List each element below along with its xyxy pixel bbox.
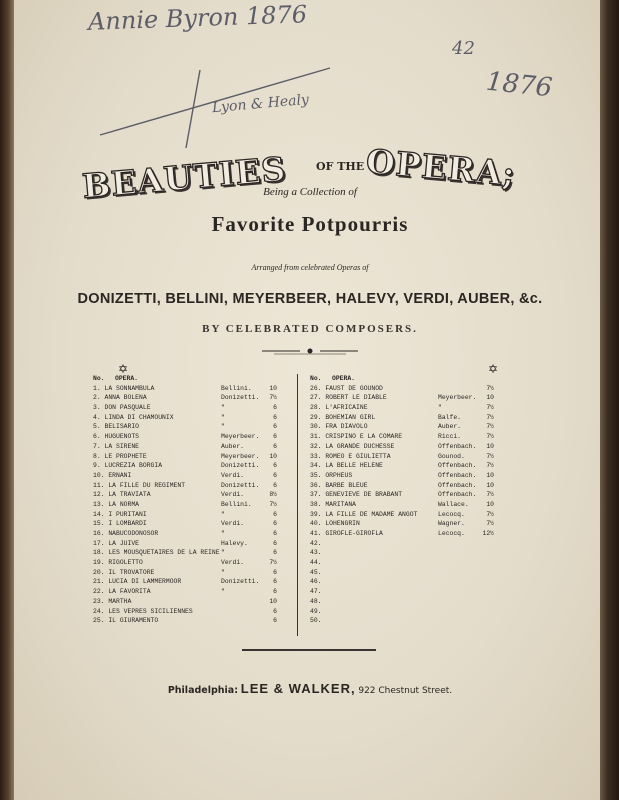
toc-entry-price: 8½ <box>269 491 277 499</box>
toc-entry-title: 11. LA FILLE DU REGIMENT <box>93 481 186 489</box>
toc-entry-title: 44. <box>310 559 322 567</box>
toc-entry-title: 19. RIGOLETTO <box>93 559 143 567</box>
toc-entry-title: 17. LA JUIVE <box>93 539 140 547</box>
toc-entry <box>93 510 285 520</box>
toc-entry-price: 6 <box>273 539 277 547</box>
toc-entry <box>93 597 285 607</box>
toc-entry <box>93 432 285 442</box>
toc-entry <box>93 539 285 549</box>
toc-entry-composer: Offenbach. <box>438 462 477 470</box>
toc-entry <box>93 461 285 471</box>
toc-entry <box>93 500 285 510</box>
toc-entry-price: 7½ <box>486 413 494 421</box>
toc-entry <box>310 393 502 403</box>
toc-entry-price: 7½ <box>486 404 494 412</box>
toc-entry <box>93 548 285 558</box>
toc-entry-title: 48. <box>310 597 322 605</box>
toc-entry-price: 6 <box>273 442 277 450</box>
toc-entry-composer: " <box>221 404 225 412</box>
toc-entry-composer: " <box>221 423 225 431</box>
toc-entry <box>93 393 285 403</box>
toc-entry <box>310 461 502 471</box>
toc-entry-title: 10. ERNANI <box>93 471 132 479</box>
toc-entry-price: 6 <box>273 530 277 537</box>
toc-entry-title: 35. ORPHEUS <box>310 471 353 479</box>
toc-entry <box>310 481 502 491</box>
toc-entry-price: 6 <box>273 607 277 615</box>
toc-entry-composer: Ricci. <box>438 433 462 441</box>
toc-entry-title: 21. LUCIA DI LAMMERMOOR <box>93 578 182 586</box>
handwritten-number: 42 <box>452 38 475 59</box>
toc-entry-title: 32. LA GRANDE DUCHESSE <box>310 442 395 450</box>
toc-entry-composer: Offenbach. <box>438 491 477 499</box>
toc-entry-composer: Verdi. <box>221 559 245 567</box>
toc-entry-title: 18. LES MOUSQUETAIRES DE LA REINE <box>93 549 220 557</box>
toc-entry-composer: " <box>438 404 442 412</box>
handwritten-year: 1876 <box>484 66 554 104</box>
toc-entry <box>310 577 502 587</box>
toc-entry-composer: Lecocq. <box>438 510 465 518</box>
toc-entry-composer: Lecocq. <box>438 530 465 537</box>
publisher-name: LEE & WALKER, <box>240 681 356 696</box>
toc-right-column <box>310 374 502 626</box>
toc-entry-composer: " <box>221 568 225 576</box>
toc-entry-composer: Verdi. <box>221 471 245 479</box>
toc-entry-title: 16. NABUCODONOSOR <box>93 530 159 537</box>
toc-column-divider <box>297 374 298 636</box>
toc-entry-composer: " <box>221 588 225 596</box>
toc-entry-title: 4. LINDA DI CHAMOUNIX <box>93 413 174 421</box>
toc-entry-price: 10 <box>486 394 494 402</box>
toc-entry <box>310 558 502 568</box>
toc-entry-price: 10 <box>269 597 277 605</box>
toc-entry-composer: " <box>221 510 225 518</box>
toc-entry <box>93 587 285 597</box>
toc-entry-composer: Auber. <box>438 423 462 431</box>
toc-entry <box>93 422 285 432</box>
toc-entry <box>310 442 502 452</box>
toc-entry <box>310 510 502 520</box>
title-beauties: BEAUTIES <box>80 149 288 206</box>
toc-entry-title: 49. <box>310 607 322 615</box>
toc-entry <box>93 519 285 529</box>
publisher-rule-top <box>242 649 376 651</box>
toc-entry-title: 26. FAUST DE GOUNOD <box>310 384 383 392</box>
toc-entry <box>93 481 285 491</box>
toc-entry-price: 7½ <box>269 500 277 508</box>
toc-entry-price: 12½ <box>482 530 494 537</box>
toc-entry-title: 8. LE PROPHETE <box>93 452 147 460</box>
toc-entry-price: 7½ <box>269 394 277 402</box>
toc-entry-title: 24. LES VEPRES SICILIENNES <box>93 607 193 615</box>
toc-entry <box>93 568 285 578</box>
toc-entry-title: 3. DON PASQUALE <box>93 404 151 412</box>
toc-entry-composer: Wallace. <box>438 500 469 508</box>
toc-entry <box>310 616 502 626</box>
toc-entry-title: 39. LA FILLE DE MADAME ANGOT <box>310 510 418 518</box>
toc-entry <box>310 519 502 529</box>
publisher-address: 922 Chestnut Street. <box>358 686 453 696</box>
toc-entry-price: 10 <box>269 452 277 460</box>
toc-entry-title: 20. IL TROVATORE <box>93 568 155 576</box>
toc-entry-composer: Gounod. <box>438 452 465 460</box>
toc-entry-title: 40. LOHENGRIN <box>310 520 360 528</box>
toc-entry <box>93 558 285 568</box>
toc-entry-price: 10 <box>486 481 494 489</box>
composers-line: DONIZETTI, BELLINI, MEYERBEER, HALEVY, VERDI, AUBER, &c. <box>77 291 543 307</box>
toc-entry-title: 1. LA SONNAMBULA <box>93 384 155 392</box>
subtitle: Being a Collection of <box>263 186 357 198</box>
toc-entry-composer: Bellini. <box>221 500 252 508</box>
toc-entry-title: 2. ANNA BOLENA <box>93 394 147 402</box>
toc-entry-price: 7½ <box>486 462 494 470</box>
toc-entry-title: 9. LUCREZIA BORGIA <box>93 462 163 470</box>
toc-entry-price: 7½ <box>486 452 494 460</box>
toc-entry-price: 6 <box>273 510 277 518</box>
toc-entry-composer: Offenbach. <box>438 471 477 479</box>
toc-entry <box>93 442 285 452</box>
toc-entry <box>310 548 502 558</box>
toc-entry <box>310 403 502 413</box>
toc-entry-price: 6 <box>273 617 277 625</box>
toc-entry <box>310 432 502 442</box>
toc-entry-composer: Donizetti. <box>221 462 260 470</box>
toc-entry <box>310 422 502 432</box>
title-opera: OPERA; <box>364 141 518 194</box>
toc-entry-composer: Donizetti. <box>221 394 260 402</box>
toc-entry-title: 50. <box>310 617 322 625</box>
toc-entry-title: 47. <box>310 588 322 596</box>
toc-entry-title: 46. <box>310 578 322 586</box>
toc-entry-title: 45. <box>310 568 322 576</box>
toc-entry-price: 6 <box>273 549 277 557</box>
toc-entry-title: 38. MARITANA <box>310 500 357 508</box>
toc-entry <box>93 529 285 539</box>
toc-entry-title: 31. CRISPINO E LA COMARE <box>310 433 403 441</box>
toc-entry-title: 29. BOHEMIAN GIRL <box>310 413 376 421</box>
toc-entry <box>310 587 502 597</box>
star-of-david-right-icon: ✡ <box>488 362 499 376</box>
toc-entry-composer: " <box>221 549 225 557</box>
toc-entry <box>93 616 285 626</box>
toc-entry-price: 7½ <box>486 384 494 392</box>
toc-no-header: No. <box>310 375 322 382</box>
arranged-line: Arranged from celebrated Operas of <box>251 263 369 272</box>
toc-entry <box>310 568 502 578</box>
toc-entry-title: 41. GIROFLE-GIROFLA <box>310 530 383 537</box>
toc-entry-title: 28. L'AFRICAINE <box>310 404 368 412</box>
toc-entry <box>310 607 502 617</box>
toc-entry-price: 7½ <box>269 559 277 567</box>
toc-entry-price: 7½ <box>486 423 494 431</box>
toc-entry <box>310 529 502 539</box>
toc-entry-composer: Verdi. <box>221 520 245 528</box>
toc-entry-composer: Meyerbeer. <box>221 433 260 441</box>
toc-entry-composer: Offenbach. <box>438 442 477 450</box>
toc-entry-composer: " <box>221 413 225 421</box>
toc-entry-price: 6 <box>273 413 277 421</box>
toc-entry-composer: Balfe. <box>438 413 462 421</box>
toc-entry-title: 37. GENEVIEVE DE BRABANT <box>310 491 403 499</box>
toc-entry-title: 7. LA SIRENE <box>93 442 140 450</box>
toc-entry-price: 7½ <box>486 491 494 499</box>
star-of-david-left-icon: ✡ <box>118 362 129 376</box>
toc-entry-price: 7½ <box>486 510 494 518</box>
toc-entry-title: 6. HUGUENOTS <box>93 433 140 441</box>
toc-left-column <box>93 374 285 626</box>
toc-entry-composer: Meyerbeer. <box>438 394 477 402</box>
toc-entry-price: 6 <box>273 404 277 412</box>
toc-entry-composer: Meyerbeer. <box>221 452 260 460</box>
toc-entry <box>93 413 285 423</box>
toc-entry-price: 7½ <box>486 520 494 528</box>
toc-entry-title: 5. BELISARIO <box>93 423 140 431</box>
toc-entry-title: 33. ROMEO E GIULIETTA <box>310 452 391 460</box>
toc-entry <box>93 577 285 587</box>
toc-entry-price: 10 <box>486 442 494 450</box>
toc-entry-title: 22. LA FAVORITA <box>93 588 151 596</box>
toc-entry-price: 10 <box>269 384 277 392</box>
toc-entry-title: 12. LA TRAVIATA <box>93 491 151 499</box>
toc-entry <box>93 471 285 481</box>
toc-entry-price: 6 <box>273 481 277 489</box>
toc-entry-composer: Donizetti. <box>221 578 260 586</box>
toc-entry-composer: Offenbach. <box>438 481 477 489</box>
toc-entry-price: 6 <box>273 578 277 586</box>
toc-entry <box>310 384 502 394</box>
toc-entry-composer: Bellini. <box>221 384 252 392</box>
toc-opera-header: OPERA. <box>332 375 356 382</box>
toc-entry-title: 23. MARTHA <box>93 597 132 605</box>
handwritten-owner-name: Annie Byron 1876 <box>87 0 308 36</box>
toc-entry <box>310 597 502 607</box>
toc-entry <box>93 607 285 617</box>
toc-entry-price: 6 <box>273 520 277 528</box>
toc-entry-title: 15. I LOMBARDI <box>93 520 147 528</box>
toc-entry-title: 43. <box>310 549 322 557</box>
toc-opera-header: OPERA. <box>115 375 139 382</box>
collection-title: Favorite Potpourris <box>211 212 409 236</box>
toc-entry-price: 7½ <box>486 433 494 441</box>
toc-entry-price: 6 <box>273 471 277 479</box>
toc-right-header <box>310 374 502 384</box>
toc-entry <box>93 403 285 413</box>
toc-entry-composer: Wagner. <box>438 520 465 528</box>
toc-entry-price: 6 <box>273 462 277 470</box>
toc-entry <box>310 452 502 462</box>
toc-entry-price: 10 <box>486 471 494 479</box>
toc-entry-title: 25. IL GIURAMENTO <box>93 617 159 625</box>
toc-entry-price: 6 <box>273 423 277 431</box>
toc-entry-title: 13. LA NORMA <box>93 500 140 508</box>
toc-entry-price: 10 <box>486 500 494 508</box>
toc-entry-composer: Halevy. <box>221 539 248 547</box>
toc-left-header <box>93 374 285 384</box>
toc-entry <box>93 452 285 462</box>
toc-entry-price: 6 <box>273 588 277 596</box>
title-of-the: OF THE <box>316 160 365 173</box>
toc-entry-title: 42. <box>310 539 322 547</box>
toc-entry <box>310 539 502 549</box>
toc-entry-title: 36. BARBE BLEUE <box>310 481 368 489</box>
toc-entry-price: 6 <box>273 433 277 441</box>
toc-entry-composer: Auber. <box>221 442 245 450</box>
toc-entry-title: 30. FRA DIAVOLO <box>310 423 368 431</box>
by-line: BY CELEBRATED COMPOSERS. <box>202 323 418 335</box>
publisher-line <box>14 681 606 696</box>
toc-entry <box>310 413 502 423</box>
toc-entry <box>310 490 502 500</box>
handwritten-signature: Lyon & Healy <box>211 91 310 117</box>
toc-entry-composer: " <box>221 530 225 537</box>
toc-entry <box>93 384 285 394</box>
toc-entry-price: 6 <box>273 568 277 576</box>
toc-entry-title: 34. LA BELLE HELENE <box>310 462 383 470</box>
toc-entry-title: 27. ROBERT LE DIABLE <box>310 394 387 402</box>
toc-entry-title: 14. I PURITANI <box>93 510 147 518</box>
toc-no-header: No. <box>93 375 105 382</box>
toc-entry <box>93 490 285 500</box>
toc-entry-composer: Verdi. <box>221 491 245 499</box>
toc-entry <box>310 500 502 510</box>
publisher-city: Philadelphia: <box>167 685 239 696</box>
toc-entry-composer: Donizetti. <box>221 481 260 489</box>
toc-entry <box>310 471 502 481</box>
